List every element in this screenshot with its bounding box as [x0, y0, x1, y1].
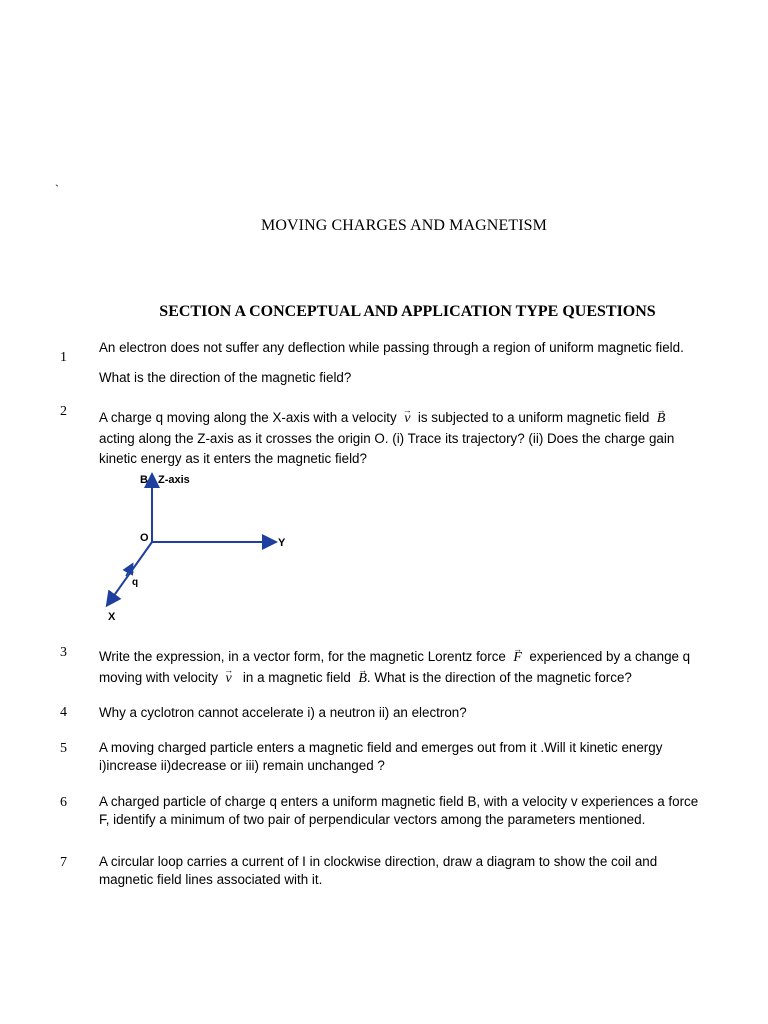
question-number-2: 2 [60, 404, 67, 419]
question-1 [99, 338, 739, 388]
question-5-line-1: A moving charged particle enters a magnetic field and emerges out from it .Will it kinetic energy [99, 740, 663, 755]
question-6 [99, 792, 739, 830]
question-1-line-1: An electron does not suffer any deflection while passing through a region of uniform magnetic field. [99, 340, 684, 355]
question-7-line-2: magnetic field lines associated with it. [99, 872, 323, 887]
question-6-line-2: F, identify a minimum of two pair of perpendicular vectors among the parameters mentioned. [99, 812, 646, 827]
label-origin: O [140, 532, 149, 544]
label-z-axis: Z-axis [158, 474, 190, 486]
question-3-text-b: experienced by a change q [529, 649, 691, 664]
question-number-6: 6 [60, 795, 67, 810]
question-number-1: 1 [60, 350, 67, 365]
question-number-7: 7 [60, 855, 67, 870]
question-3-line-2 [99, 668, 739, 689]
question-1-line-2: What is the direction of the magnetic field? [99, 370, 352, 385]
stray-mark: ` [55, 182, 59, 196]
question-3-text-d: in a magnetic field [242, 670, 351, 685]
velocity-vector-symbol-q3: → v [226, 669, 232, 689]
field-vector-symbol-q3: → B [358, 669, 367, 689]
question-2-line-1 [99, 408, 739, 429]
question-7-line-1: A circular loop carries a current of I in clockwise direction, draw a diagram to show the coil and [99, 854, 658, 869]
question-5-line-2: i)increase ii)decrease or iii) remain unchanged ? [99, 758, 385, 773]
question-5 [99, 738, 739, 776]
question-2-line-2: acting along the Z-axis as it crosses the origin O. (i) Trace its trajectory? (ii) Does the charge gain [99, 431, 675, 446]
page-title: MOVING CHARGES AND MAGNETISM [261, 217, 547, 234]
question-7 [99, 852, 739, 890]
velocity-vector-symbol: → v [404, 409, 410, 429]
question-3-text-e: . What is the direction of the magnetic force? [366, 670, 632, 685]
label-y: Y [278, 537, 286, 549]
question-2-line-3: kinetic energy as it enters the magnetic field? [99, 451, 367, 466]
question-3-line-1 [99, 647, 739, 668]
axes-diagram [100, 468, 310, 628]
section-heading: SECTION A CONCEPTUAL AND APPLICATION TYPE QUESTIONS [159, 303, 656, 320]
question-3-text-c: moving with velocity [99, 670, 219, 685]
question-3 [99, 647, 739, 689]
question-2-text-b: is subjected to a uniform magnetic field [417, 410, 650, 425]
question-4 [99, 703, 739, 723]
question-number-3: 3 [60, 645, 67, 660]
question-2 [99, 408, 739, 469]
force-vector-symbol: → F [513, 648, 522, 668]
charge-dot [129, 570, 134, 575]
field-vector-symbol: → B [657, 409, 666, 429]
label-b: B [140, 474, 148, 486]
question-6-line-1: A charged particle of charge q enters a uniform magnetic field B, with a velocity v experiences a force [99, 794, 699, 809]
question-3-text-a: Write the expression, in a vector form, for the magnetic Lorentz force [99, 649, 506, 664]
label-q: q [132, 577, 139, 588]
question-number-5: 5 [60, 741, 67, 756]
question-number-4: 4 [60, 705, 67, 720]
question-4-line-1: Why a cyclotron cannot accelerate i) a neutron ii) an electron? [99, 705, 467, 720]
question-2-text-a: A charge q moving along the X-axis with a velocity [99, 410, 397, 425]
label-x: X [108, 611, 116, 623]
